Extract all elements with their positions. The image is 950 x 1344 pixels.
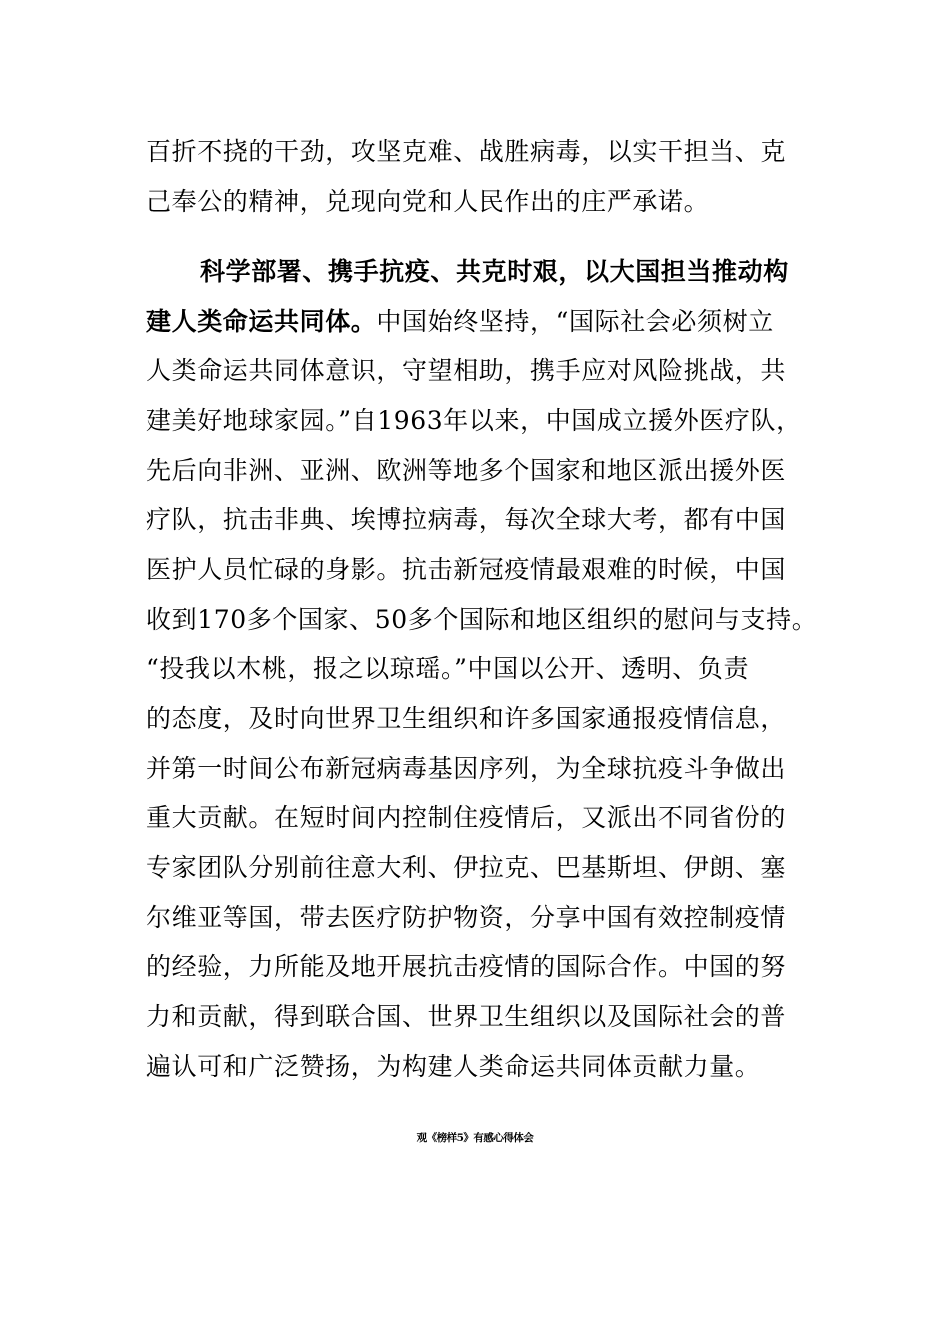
- paragraph-2-lead-text: 中国始终坚持，“国际社会必须树立: [376, 307, 774, 336]
- paragraph-2-line: 并第一时间公布新冠病毒基因序列，为全球抗疫斗争做出: [146, 754, 787, 783]
- paragraph-2-line: 收到170多个国家、50多个国际和地区组织的慰问与支持。: [146, 605, 818, 634]
- paragraph-2-line: 疗队，抗击非典、埃博拉病毒，每次全球大考，都有中国: [146, 505, 787, 534]
- paragraph-2-lead-heading-end: 建人类命运共同体。: [146, 307, 377, 336]
- paragraph-2-line: 的态度，及时向世界卫生组织和许多国家通报疫情信息，: [146, 704, 787, 733]
- paragraph-2-line: 力和贡献，得到联合国、世界卫生组织以及国际社会的普: [146, 1002, 787, 1031]
- paragraph-2-line: 重大贡献。在短时间内控制住疫情后，又派出不同省份的: [146, 803, 787, 832]
- paragraph-2-line: 遍认可和广泛赞扬，为构建人类命运共同体贡献力量。: [146, 1052, 761, 1081]
- paragraph-2-line: 先后向非洲、亚洲、欧洲等地多个国家和地区派出援外医: [146, 456, 787, 485]
- paragraph-2-lead-heading: 科学部署、携手抗疫、共克时艰，以大国担当推动构: [200, 257, 789, 286]
- paragraph-1-line: 己奉公的精神，兑现向党和人民作出的庄严承诺。: [146, 187, 710, 216]
- paragraph-2-line: [146, 307, 774, 337]
- paragraph-2-line: 的经验，力所能及地开展抗击疫情的国际合作。中国的努: [146, 952, 787, 981]
- paragraph-2-line: 尔维亚等国，带去医疗防护物资，分享中国有效控制疫情: [146, 903, 787, 932]
- section-heading: 观《榜样5》有感心得体会: [416, 1132, 534, 1144]
- paragraph-2-line: 医护人员忙碌的身影。抗击新冠疫情最艰难的时候，中国: [146, 555, 787, 584]
- paragraph-2-line: 专家团队分别前往意大利、伊拉克、巴基斯坦、伊朗、塞: [146, 853, 787, 882]
- paragraph-2-line: “投我以木桃，报之以琼瑶。”中国以公开、透明、负责: [146, 654, 750, 683]
- paragraph-1-line: 百折不挠的干劲，攻坚克难、战胜病毒，以实干担当、克: [146, 137, 787, 166]
- paragraph-2-line: 人类命运共同体意识，守望相助，携手应对风险挑战，共: [146, 356, 787, 385]
- paragraph-2-line: 建美好地球家园。”自1963年以来，中国成立援外医疗队，: [146, 406, 802, 435]
